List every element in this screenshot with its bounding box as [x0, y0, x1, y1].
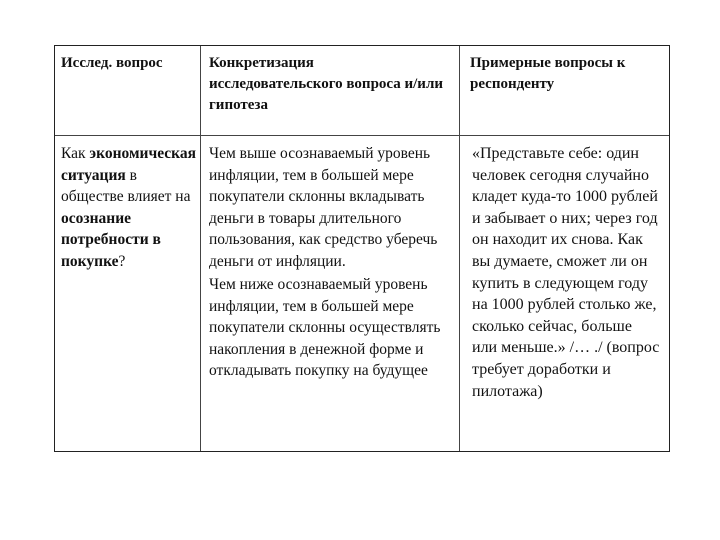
research-table — [54, 45, 670, 452]
hypothesis-cell — [201, 136, 460, 451]
rq-text-4: осознание потребности в покупке — [61, 209, 161, 270]
hypothesis-para-2: Чем ниже осознаваемый уровень инфляции, тем в большей мере покупатели склонны осуществлять накопления в денежной форме и откладывать покупку на будущее — [209, 276, 441, 379]
rq-text-3: в обществе влияет на — [61, 166, 191, 205]
header-sample-questions: Примерные вопросы к респонденту — [460, 46, 669, 136]
header-hypothesis: Конкретизация исследовательского вопроса и/или гипотеза — [201, 46, 460, 136]
rq-text-1: Как — [61, 145, 86, 162]
hypothesis-para-1: Чем выше осознаваемый уровень инфляции, тем в большей мере покупатели склонны вкладывать деньги в товары длительного пользования, как средство уберечь деньги от инфляции. — [209, 145, 438, 270]
sample-question-cell: «Представьте себе: один человек сегодня случайно кладет куда-то 1000 рублей и забывает о них; через год он находит их снова. Как вы думаете, сможет ли он купить в следующем году на 1000 рублей столько же, сколько сейчас, больше или меньше.» /… ./ (вопрос требует доработки и пилотажа) — [472, 145, 660, 400]
rq-text-2: экономическая ситуация — [61, 145, 196, 184]
header-research-question: Исслед. вопрос — [55, 46, 201, 136]
research-question-cell — [55, 136, 201, 451]
rq-text-5: ? — [118, 252, 126, 270]
